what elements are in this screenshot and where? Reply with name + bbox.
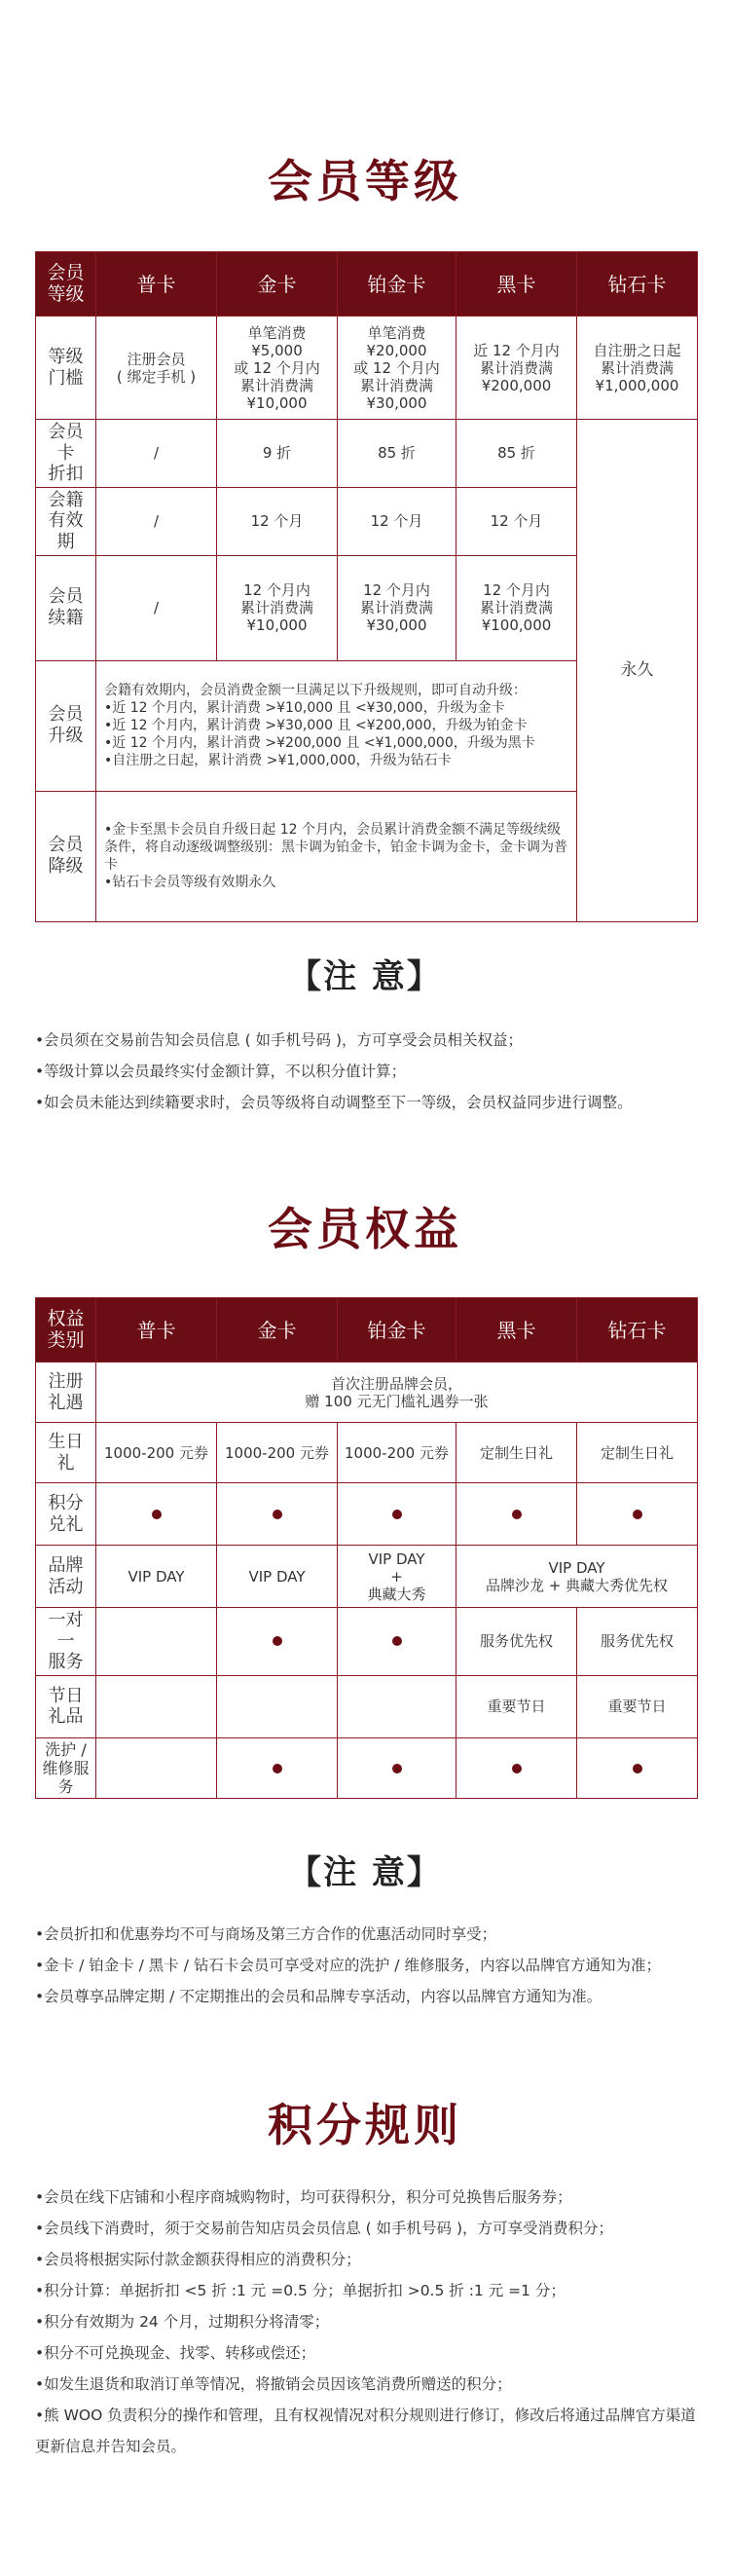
included-dot-icon xyxy=(273,1764,282,1773)
oneone-platinum xyxy=(338,1608,456,1676)
downgrade-rules: •金卡至黑卡会员自升级日起 12 个月内，会员累计消费金额不满足等级续级条件，将自动逐级调整级别：黑卡调为铂金卡，铂金卡调为金卡，金卡调为普卡 •钻石卡会员等级有效期永久 xyxy=(96,791,577,921)
birthday-diamond: 定制生日礼 xyxy=(577,1423,698,1483)
care-regular xyxy=(96,1737,217,1799)
benefits-header-regular: 普卡 xyxy=(96,1298,217,1363)
points-gold xyxy=(217,1483,338,1546)
included-dot-icon xyxy=(392,1764,402,1773)
notice2-item: •会员尊享品牌定期 / 不定期推出的会员和品牌专享活动，内容以品牌官方通知为准。 xyxy=(35,1988,602,2005)
row-label-brand: 品牌 活动 xyxy=(36,1546,96,1608)
levels-header-platinum: 铂金卡 xyxy=(338,252,456,317)
points-rule-item: •会员线下消费时，须于交易前告知店员会员信息 ( 如手机号码 )，方可享受消费积分； xyxy=(35,2220,614,2237)
included-dot-icon xyxy=(392,1636,402,1646)
validity-platinum: 12 个月 xyxy=(338,487,456,555)
benefits-table xyxy=(35,1297,698,1799)
birthday-gold: 1000-200 元券 xyxy=(217,1423,338,1483)
benefits-title: 会员权益 xyxy=(268,1203,462,1255)
upgrade-rules: 会籍有效期内，会员消费金额一旦满足以下升级规则，即可自动升级： •近 12 个月内，累计消费 >¥10,000 且 <¥30,000，升级为金卡 •近 12 个月内，累计消费 >¥30,000 且 <¥200,000，升级为铂金卡 •近 12 个月内，累计消费 >¥200,000 且 <¥1,000,000，升级为黑卡 •自注册之日起，累计消费 >¥1,000,000，升级为钻石卡 xyxy=(96,660,577,791)
row-label-validity: 会籍 有效期 xyxy=(36,487,96,555)
benefits-header-corner: 权益 类别 xyxy=(36,1298,96,1363)
points-rule-item: •熊 WOO 负责积分的操作和管理，且有权视情况对积分规则进行修订，修改后将通过品牌官方渠道更新信息并告知会员。 xyxy=(35,2407,696,2455)
row-label-upgrade: 会员 升级 xyxy=(36,660,96,791)
threshold-black: 近 12 个月内 累计消费满 ¥200,000 xyxy=(456,317,577,420)
benefits-header-diamond: 钻石卡 xyxy=(577,1298,698,1363)
brand-platinum: VIP DAY + 典藏大秀 xyxy=(338,1546,456,1608)
renewal-platinum: 12 个月内 累计消费满 ¥30,000 xyxy=(338,555,456,660)
care-platinum xyxy=(338,1737,456,1799)
included-dot-icon xyxy=(633,1510,642,1519)
notice2-item: •金卡 / 铂金卡 / 黑卡 / 钻石卡会员可享受对应的洗护 / 维修服务，内容以品牌官方通知为准； xyxy=(35,1957,661,1974)
included-dot-icon xyxy=(273,1510,282,1519)
benefits-header-platinum: 铂金卡 xyxy=(338,1298,456,1363)
validity-black: 12 个月 xyxy=(456,487,577,555)
oneone-gold xyxy=(217,1608,338,1676)
festival-gold xyxy=(217,1675,338,1737)
notice1-title: 【注 意】 xyxy=(288,957,442,996)
benefits-header-gold: 金卡 xyxy=(217,1298,338,1363)
birthday-black: 定制生日礼 xyxy=(456,1423,577,1483)
levels-header-black: 黑卡 xyxy=(456,252,577,317)
points-rule-item: •积分不可兑换现金、找零、转移或偿还； xyxy=(35,2344,316,2362)
included-dot-icon xyxy=(152,1510,162,1519)
levels-table xyxy=(35,251,698,922)
birthday-platinum: 1000-200 元券 xyxy=(338,1423,456,1483)
points-rule-item: •会员将根据实际付款金额获得相应的消费积分； xyxy=(35,2251,361,2268)
points-diamond xyxy=(577,1483,698,1546)
included-dot-icon xyxy=(392,1510,402,1519)
discount-platinum: 85 折 xyxy=(338,420,456,488)
notice2-item: •会员折扣和优惠券均不可与商场及第三方合作的优惠活动同时享受； xyxy=(35,1925,497,1943)
row-label-downgrade: 会员 降级 xyxy=(36,791,96,921)
renewal-regular: / xyxy=(96,555,217,660)
notice1-item: •如会员未能达到续籍要求时，会员等级将自动调整至下一等级，会员权益同步进行调整。 xyxy=(35,1094,633,1111)
row-label-points: 积分 兑礼 xyxy=(36,1483,96,1546)
levels-header-gold: 金卡 xyxy=(217,252,338,317)
points-rules-list xyxy=(35,2182,707,2462)
row-label-birthday: 生日礼 xyxy=(36,1423,96,1483)
notice2-list xyxy=(35,1919,707,2012)
included-dot-icon xyxy=(512,1764,522,1773)
notice2-title: 【注 意】 xyxy=(288,1853,442,1892)
threshold-regular: 注册会员 ( 绑定手机 ) xyxy=(96,317,217,420)
included-dot-icon xyxy=(633,1764,642,1773)
threshold-platinum: 单笔消费 ¥20,000 或 12 个月内 累计消费满 ¥30,000 xyxy=(338,317,456,420)
renewal-gold: 12 个月内 累计消费满 ¥10,000 xyxy=(217,555,338,660)
points-rule-item: •会员在线下店铺和小程序商城购物时，均可获得积分，积分可兑换售后服务券； xyxy=(35,2188,572,2206)
points-platinum xyxy=(338,1483,456,1546)
points-rule-item: •如发生退货和取消订单等情况，将撤销会员因该笔消费所赠送的积分； xyxy=(35,2375,512,2393)
points-black xyxy=(456,1483,577,1546)
brand-black-diamond: VIP DAY 品牌沙龙 + 典藏大秀优先权 xyxy=(456,1546,698,1608)
festival-diamond: 重要节日 xyxy=(577,1675,698,1737)
notice1-item: •会员须在交易前告知会员信息 ( 如手机号码 )，方可享受会员相关权益； xyxy=(35,1031,524,1049)
notice1-item: •等级计算以会员最终实付金额计算，不以积分值计算； xyxy=(35,1063,407,1080)
included-dot-icon xyxy=(512,1510,522,1519)
row-label-care: 洗护 / 维修服务 xyxy=(36,1737,96,1799)
discount-gold: 9 折 xyxy=(217,420,338,488)
row-label-discount: 会员卡 折扣 xyxy=(36,420,96,488)
notice1-list xyxy=(35,1025,707,1118)
row-label-renewal: 会员 续籍 xyxy=(36,555,96,660)
care-diamond xyxy=(577,1737,698,1799)
brand-regular: VIP DAY xyxy=(96,1546,217,1608)
oneone-regular xyxy=(96,1608,217,1676)
row-label-registration: 注册 礼遇 xyxy=(36,1363,96,1423)
renewal-black: 12 个月内 累计消费满 ¥100,000 xyxy=(456,555,577,660)
levels-title: 会员等级 xyxy=(268,155,462,207)
brand-gold: VIP DAY xyxy=(217,1546,338,1608)
points-regular xyxy=(96,1483,217,1546)
oneone-black: 服务优先权 xyxy=(456,1608,577,1676)
levels-header-corner: 会员 等级 xyxy=(36,252,96,317)
registration-gift: 首次注册品牌会员， 赠 100 元无门槛礼遇券一张 xyxy=(96,1363,698,1423)
levels-header-regular: 普卡 xyxy=(96,252,217,317)
levels-header-diamond: 钻石卡 xyxy=(577,252,698,317)
row-label-festival: 节日 礼品 xyxy=(36,1675,96,1737)
points-rule-item: •积分计算：单据折扣 <5 折 :1 元 =0.5 分；单据折扣 >0.5 折 :1 元 =1 分； xyxy=(35,2282,566,2299)
validity-regular: / xyxy=(96,487,217,555)
discount-regular: / xyxy=(96,420,217,488)
birthday-regular: 1000-200 元券 xyxy=(96,1423,217,1483)
care-gold xyxy=(217,1737,338,1799)
points-rules-title: 积分规则 xyxy=(268,2099,462,2151)
included-dot-icon xyxy=(273,1636,282,1646)
festival-regular xyxy=(96,1675,217,1737)
row-label-threshold: 等级 门槛 xyxy=(36,317,96,420)
oneone-diamond: 服务优先权 xyxy=(577,1608,698,1676)
diamond-permanent: 永久 xyxy=(577,420,698,922)
row-label-oneone: 一对一 服务 xyxy=(36,1608,96,1676)
benefits-header-black: 黑卡 xyxy=(456,1298,577,1363)
threshold-diamond: 自注册之日起 累计消费满 ¥1,000,000 xyxy=(577,317,698,420)
points-rule-item: •积分有效期为 24 个月，过期积分将清零； xyxy=(35,2313,330,2331)
discount-black: 85 折 xyxy=(456,420,577,488)
threshold-gold: 单笔消费 ¥5,000 或 12 个月内 累计消费满 ¥10,000 xyxy=(217,317,338,420)
care-black xyxy=(456,1737,577,1799)
festival-black: 重要节日 xyxy=(456,1675,577,1737)
festival-platinum xyxy=(338,1675,456,1737)
validity-gold: 12 个月 xyxy=(217,487,338,555)
